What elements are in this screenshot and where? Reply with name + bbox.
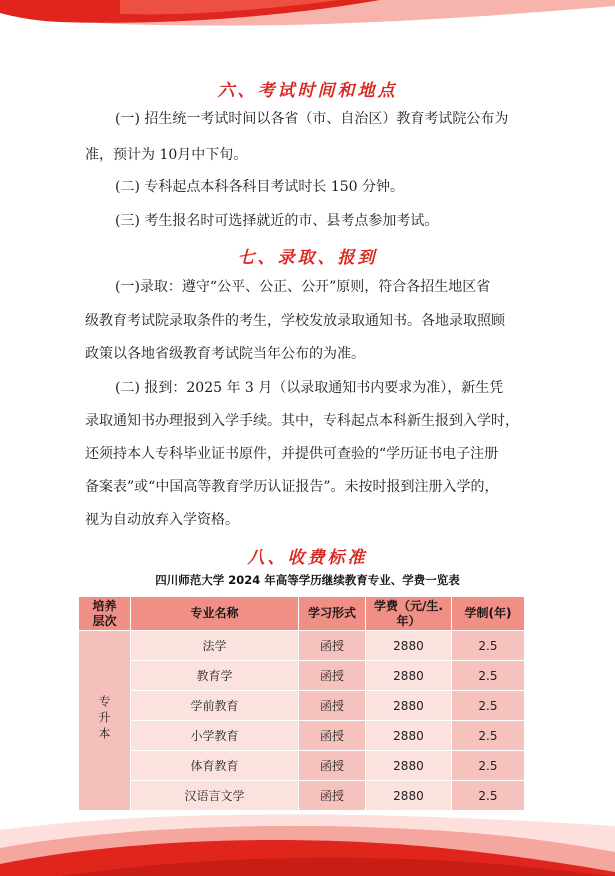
paragraph-registration-line3: 还须持本人专科毕业证书原件，并提供可查验的“学历证书电子注册 (85, 446, 499, 462)
fee-table-caption: 四川师范大学 2024 年高等学历继续教育专业、学费一览表 (155, 573, 460, 587)
years-cell: 2.5 (451, 631, 524, 661)
years-cell: 2.5 (451, 781, 524, 811)
heading-fee-standard: 八、收费标准 (247, 548, 368, 568)
table-row (79, 721, 525, 751)
paragraph-exam-location: (三) 考生报名时可选择就近的市、县考点参加考试。 (115, 213, 439, 229)
years-cell: 2.5 (451, 751, 524, 781)
table-row (79, 781, 525, 811)
header-level: 培养 层次 (79, 597, 131, 631)
heading-admission-registration: 七、录取、报到 (237, 248, 378, 268)
paragraph-registration-line2: 录取通知书办理报到入学手续。其中，专科起点本科新生报到入学时， (85, 413, 519, 429)
header-duration: 学制(年) (451, 597, 524, 631)
form-cell: 函授 (299, 691, 366, 721)
paragraph-admission-line2: 级教育考试院录取条件的考生，学校发放录取通知书。各地录取照顾 (85, 313, 505, 329)
fee-cell: 2880 (365, 691, 451, 721)
form-cell: 函授 (299, 661, 366, 691)
form-cell: 函授 (299, 721, 366, 751)
major-cell: 小学教育 (131, 721, 299, 751)
paragraph-registration-line1: (二) 报到：2025 年 3 月（以录取通知书内要求为准），新生凭 (115, 380, 504, 396)
table-row (79, 691, 525, 721)
major-cell: 汉语言文学 (131, 781, 299, 811)
header-tuition: 学费（元/生.年） (365, 597, 451, 631)
form-cell: 函授 (299, 631, 366, 661)
years-cell: 2.5 (451, 661, 524, 691)
fee-cell: 2880 (365, 781, 451, 811)
fee-cell: 2880 (365, 631, 451, 661)
fee-table (78, 596, 525, 811)
major-cell: 教育学 (131, 661, 299, 691)
level-value: 专升本 (97, 695, 111, 743)
paragraph-exam-time-line1: (一) 招生统一考试时间以各省（市、自治区）教育考试院公布为 (115, 111, 509, 127)
fee-cell: 2880 (365, 661, 451, 691)
table-row (79, 631, 525, 661)
fee-table-header-row (79, 597, 525, 631)
paragraph-admission-line1: (一)录取：遵守“公平、公正、公开”原则，符合各招生地区省 (115, 279, 491, 295)
major-cell: 法学 (131, 631, 299, 661)
major-cell: 体育教育 (131, 751, 299, 781)
fee-cell: 2880 (365, 751, 451, 781)
heading-exam-time-place: 六、考试时间和地点 (217, 81, 398, 101)
paragraph-exam-time-line2: 准，预计为 10月中下旬。 (85, 147, 248, 163)
paragraph-registration-line4: 备案表”或“中国高等教育学历认证报告”。未按时报到注册入学的， (85, 479, 499, 495)
header-major: 专业名称 (131, 597, 299, 631)
table-row (79, 661, 525, 691)
years-cell: 2.5 (451, 691, 524, 721)
form-cell: 函授 (299, 781, 366, 811)
years-cell: 2.5 (451, 721, 524, 751)
paragraph-admission-line3: 政策以各地省级教育考试院当年公布的为准。 (85, 346, 365, 362)
fee-cell: 2880 (365, 721, 451, 751)
major-cell: 学前教育 (131, 691, 299, 721)
table-row (79, 751, 525, 781)
paragraph-registration-line5: 视为自动放弃入学资格。 (85, 512, 239, 528)
header-study-form: 学习形式 (299, 597, 366, 631)
level-cell (79, 631, 131, 811)
form-cell: 函授 (299, 751, 366, 781)
paragraph-exam-duration: (二) 专科起点本科各科目考试时长 150 分钟。 (115, 179, 404, 195)
